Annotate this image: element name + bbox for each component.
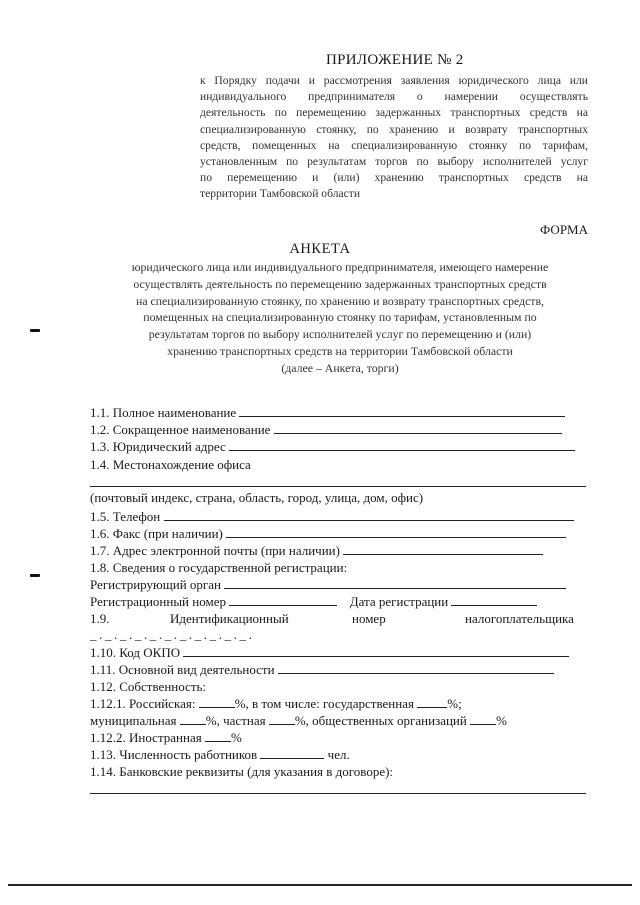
fax-input[interactable] [226,525,566,538]
field-label: 1.6. Факс (при наличии) [90,526,223,541]
public-org-percent-input[interactable] [470,712,496,725]
field-full-name [90,404,565,421]
field-label: налогоплательщика [465,611,574,626]
field-label: 1.13. Численность работников [90,747,258,762]
employees-input[interactable] [260,746,324,759]
margin-mark [30,574,40,577]
anketa-line: хранению транспортных средств на территории Тамбовской области [167,343,513,358]
short-name-input[interactable] [274,421,562,434]
field-label: %, общественных организаций [294,713,467,728]
field-label: 1.1. Полное наименование [90,405,237,420]
field-foreign-ownership [90,729,242,746]
annex-title: ПРИЛОЖЕНИЕ № 2 [326,52,464,68]
field-ownership: 1.12. Собственность: [90,679,207,694]
office-location-input[interactable] [90,486,586,487]
anketa-line: (далее – Анкета, торги) [281,360,399,375]
main-activity-input[interactable] [278,661,554,674]
form-label: ФОРМА [540,222,588,237]
phone-input[interactable] [164,508,574,521]
field-label: Регистрационный номер [90,594,226,609]
field-office-location [90,456,251,473]
field-label: 1.9. [90,611,110,626]
field-employees [90,746,350,763]
anketa-line: помещенных на специализированную стоянку по тарифам, установленным по [143,310,537,325]
anketa-line: результатам торгов по выбору исполнителей услуг по перемещению и (или) [148,327,532,342]
field-registration-number [90,593,537,610]
field-registering-body [90,576,566,593]
anketa-line: на специализированную стоянку, по хранению и возврату транспортных средств, [136,293,544,308]
field-label: 1.12.1. Российская: [90,696,196,711]
russian-percent-input[interactable] [199,695,235,708]
private-percent-input[interactable] [269,712,295,725]
field-label: номер [352,611,386,626]
field-label: 1.3. Юридический адрес [90,439,226,454]
annex-line: специализированную стоянку, по хранению и возврату транспортных [200,122,588,136]
field-label: 1.12.2. Иностранная [90,730,202,745]
bottom-rule [8,884,632,886]
field-label: 1.7. Адрес электронной почты (при наличии) [90,543,340,558]
field-label: 1.4. Местонахождение офиса [90,457,251,472]
annex-line: к Порядку подачи и рассмотрения заявления юридического лица или [200,74,588,87]
margin-mark [30,329,40,332]
field-label: 1.5. Телефон [90,509,161,524]
field-okpo [90,644,569,661]
field-label: 1.2. Сокращенное наименование [90,422,271,437]
legal-address-input[interactable] [229,438,575,451]
field-bank-details: 1.14. Банковские реквизиты (для указания в договоре): [90,764,394,779]
anketa-title: АНКЕТА [289,241,351,257]
state-percent-input[interactable] [417,695,447,708]
annex-line: индивидуального предпринимателя о намерении осуществлять [200,90,588,104]
anketa-subtitle [80,259,600,377]
field-label: Идентификационный [170,611,289,626]
annex-description [200,73,588,203]
field-label: %, частная [205,713,266,728]
foreign-percent-input[interactable] [205,729,231,742]
registration-number-input[interactable] [229,593,337,606]
bank-details-input[interactable] [90,793,586,794]
field-label: Дата регистрации [349,594,449,609]
field-label: муниципальная [90,713,177,728]
address-hint: (почтовый индекс, страна, область, город, улица, дом, офис) [90,490,424,505]
full-name-input[interactable] [239,404,565,417]
field-municipal-ownership [90,712,507,729]
field-phone [90,508,574,525]
field-fax [90,525,566,542]
anketa-line: юридического лица или индивидуального предпринимателя, имеющего намерение [131,260,549,274]
email-input[interactable] [343,542,543,555]
field-main-activity [90,661,554,678]
municipal-percent-input[interactable] [180,712,206,725]
registering-body-input[interactable] [224,576,566,589]
annex-line: деятельность по перемещению задержанных транспортных средств на [200,106,588,120]
field-label: 1.11. Основной вид деятельности [90,662,275,677]
field-state-registration: 1.8. Сведения о государственной регистрации: [90,560,348,575]
field-label: Регистрирующий орган [90,577,221,592]
inn-input[interactable]: _._._._._._._._._._._. [90,627,255,642]
field-label: 1.10. Код ОКПО [90,645,181,660]
annex-line: установленным по результатам торгов по выбору исполнителей услуг [200,155,588,169]
field-email [90,542,543,559]
field-label: чел. [327,747,350,762]
registration-date-input[interactable] [451,593,537,606]
anketa-line: осуществлять деятельность по перемещению задержанных транспортных средств [133,276,547,291]
field-label: % [496,713,507,728]
annex-line: территории Тамбовской области [200,187,361,201]
field-legal-address [90,438,575,455]
field-label: % [230,730,242,745]
okpo-input[interactable] [183,644,569,657]
field-label: %; [447,696,462,711]
field-russian-ownership [90,695,462,712]
field-label: %, в том числе: государственная [234,696,414,711]
field-short-name [90,421,562,438]
annex-line: средств, помещенных на специализированную стоянку по тарифам, [200,138,588,152]
annex-line: по перемещению и (или) хранению транспортных средств на [200,171,588,185]
